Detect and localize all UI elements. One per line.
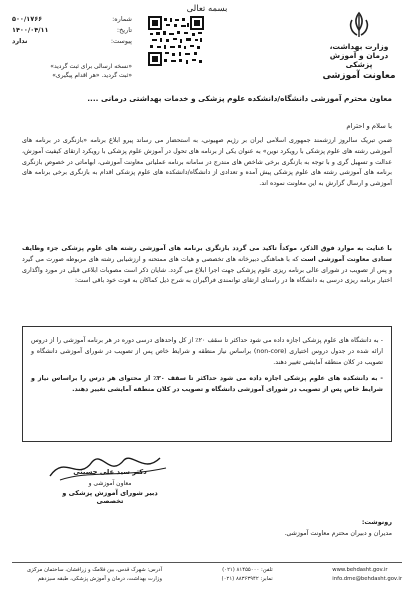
basmala: بسمه تعالی bbox=[186, 4, 228, 14]
cc-heading: رونوشت: bbox=[361, 518, 392, 526]
policy-item-1: - به دانشگاه های علوم پزشکی اجازه داده می شود حداکثر تا سقف ۲۰٪ از کل واحدهای درسی دوره در هر برنامه آموزشی را از دروس ارائه شده در جدول دروس اختیاری (non-core) براساس نیاز منطقه و شرایط خاص پس از تصویب در شورای آموزشی دانشگاه و تصویب در کلان منطقه آمایشی تغییر دهند. bbox=[31, 337, 384, 367]
addressee: معاون محترم آموزشی دانشگاه/دانشکده علوم پزشکی و خدمات بهداشتی درمانی .... bbox=[87, 94, 392, 103]
signer-title-2: دبیر شورای آموزش پزشکی و تخصصی bbox=[62, 489, 158, 505]
number-value: ۵۰۰/۱۷۶۶ bbox=[12, 15, 43, 23]
footer-contact-col bbox=[222, 566, 273, 584]
footer-web-col bbox=[332, 566, 402, 584]
fax-label: نمابر: bbox=[260, 576, 273, 582]
greeting: با سلام و احترام bbox=[346, 122, 392, 130]
signature-block bbox=[40, 448, 180, 512]
footer-phone-row bbox=[222, 566, 273, 575]
letter-footer bbox=[12, 566, 402, 584]
footer-email: info.dme@behdasht.gov.ir bbox=[332, 576, 402, 582]
cc-recipients: مدیران و دبیران محترم معاونت آموزشی. bbox=[284, 530, 392, 537]
date-value: ۱۴۰۰/۰۴/۱۱ bbox=[12, 26, 49, 34]
registration-note bbox=[12, 62, 132, 80]
date-label: تاریخ: bbox=[116, 26, 132, 34]
deputy-name: معاونت آموزشی bbox=[322, 71, 396, 81]
paragraph-1: ضمن تبریک سالروز ارزشمند جمهوری اسلامی ایران بر رژیم صهیونی، به استحضار می رساند پیرو ابلاغ برنامه «بازنگری در برنامه های آموزشی رشته های علوم پزشکی با رویکرد نوین» به عنوان یکی از برنامه های تحول در آموزش علوم پزشکی با رویکرد ارتقای کیفیت آموزش، عدالت و تسهیل گری و با توجه به بازنگری برخی شاخص های مندرج در سامانه برنامه عملیاتی معاونت آموزشی، ابهاماتی در خصوص بازنگری برنامه های آموزشی رشته های علوم پزشکی پیش آمده و تعدادی از دانشگاه/دانشکده های علوم پزشکی اقدام به بازنگری برخی برنامه های آموزشی و ارسال گزارش به این معاونت نموده اند. bbox=[22, 137, 392, 188]
paragraph-2-text: که با هماهنگی دبیرخانه های تخصصی و هیات های ممتحنه و ارزشیابی رشته های مربوطه صورت می گیرد و پس از تصویب در شورای عالی برنامه ریزی علوم پزشکی جهت اجرا ابلاغ می گردد. شایان ذکر است مصوبات ابلاغی قبلی در مورد واگذاری اختیار برنامه ریزی درسی به دانشگاه ها در راستای ارتقای توانمندی فراگیران به شرح ذیل کماکان به قوت خود باقی است: bbox=[22, 255, 392, 285]
registration-note-line-2: «ثبت گردید. «هر اقدام پیگیری» bbox=[52, 72, 132, 79]
date-row bbox=[12, 25, 132, 36]
ministry-name: وزارت بهداشت، درمان و آموزش پزشکی bbox=[329, 42, 389, 69]
iran-emblem-icon bbox=[344, 10, 374, 40]
policy-item-2: - به دانشکده های علوم پزشکی اجازه داده می شود حداکثر تا سقف ۲۰٪ از محتوای هر درس را براساس نیاز و شرایط خاص پس از تصویب در شورای آموزشی دانشگاه و تصویب در کلان منطقه آمایشی تغییر دهند. bbox=[31, 374, 383, 393]
attachment-row bbox=[12, 36, 132, 47]
registration-note-line-1: «نسخه ارسالی برای ثبت گردید» bbox=[50, 63, 132, 70]
footer-fax-row bbox=[222, 575, 273, 584]
paragraph-2-emphasis: با عنایت به موارد فوق الذکر، موکداً تاکید می گردد بازنگری برنامه های آموزشی رشته های علوم پزشکی جزء وظایف ستادی معاونت آموزشی است bbox=[22, 245, 392, 263]
phone-label: تلفن: bbox=[261, 567, 273, 573]
attachment-value: ندارد bbox=[12, 37, 28, 45]
paragraph-2 bbox=[22, 244, 392, 287]
letter-meta bbox=[12, 14, 132, 47]
letter-header bbox=[0, 0, 414, 96]
number-row bbox=[12, 14, 132, 25]
qr-code-icon bbox=[148, 16, 204, 66]
policy-box bbox=[22, 326, 392, 442]
footer-website: www.behdasht.gov.ir bbox=[332, 567, 388, 573]
attachment-label: پیوست: bbox=[110, 37, 132, 45]
ministry-emblem-block bbox=[322, 10, 396, 81]
signer-name: دکتر سید علی حسینی bbox=[73, 468, 147, 476]
footer-address: آدرس: شهرک قدس، بین فلامک و زرافشان، ساختمان مرکزی وزارت بهداشت، درمان و آموزش پزشکی، طبقه سیزدهم bbox=[27, 567, 163, 582]
footer-divider bbox=[12, 562, 402, 563]
fax-value: ۸۸۳۶۳۹۴۲ (۰۲۱) bbox=[221, 576, 259, 582]
phone-value: ۸۱۴۵۵۰۰۰ (۰۲۱) bbox=[222, 567, 260, 573]
number-label: شماره: bbox=[112, 15, 132, 23]
signer-title: معاون آموزشی و bbox=[88, 480, 132, 487]
